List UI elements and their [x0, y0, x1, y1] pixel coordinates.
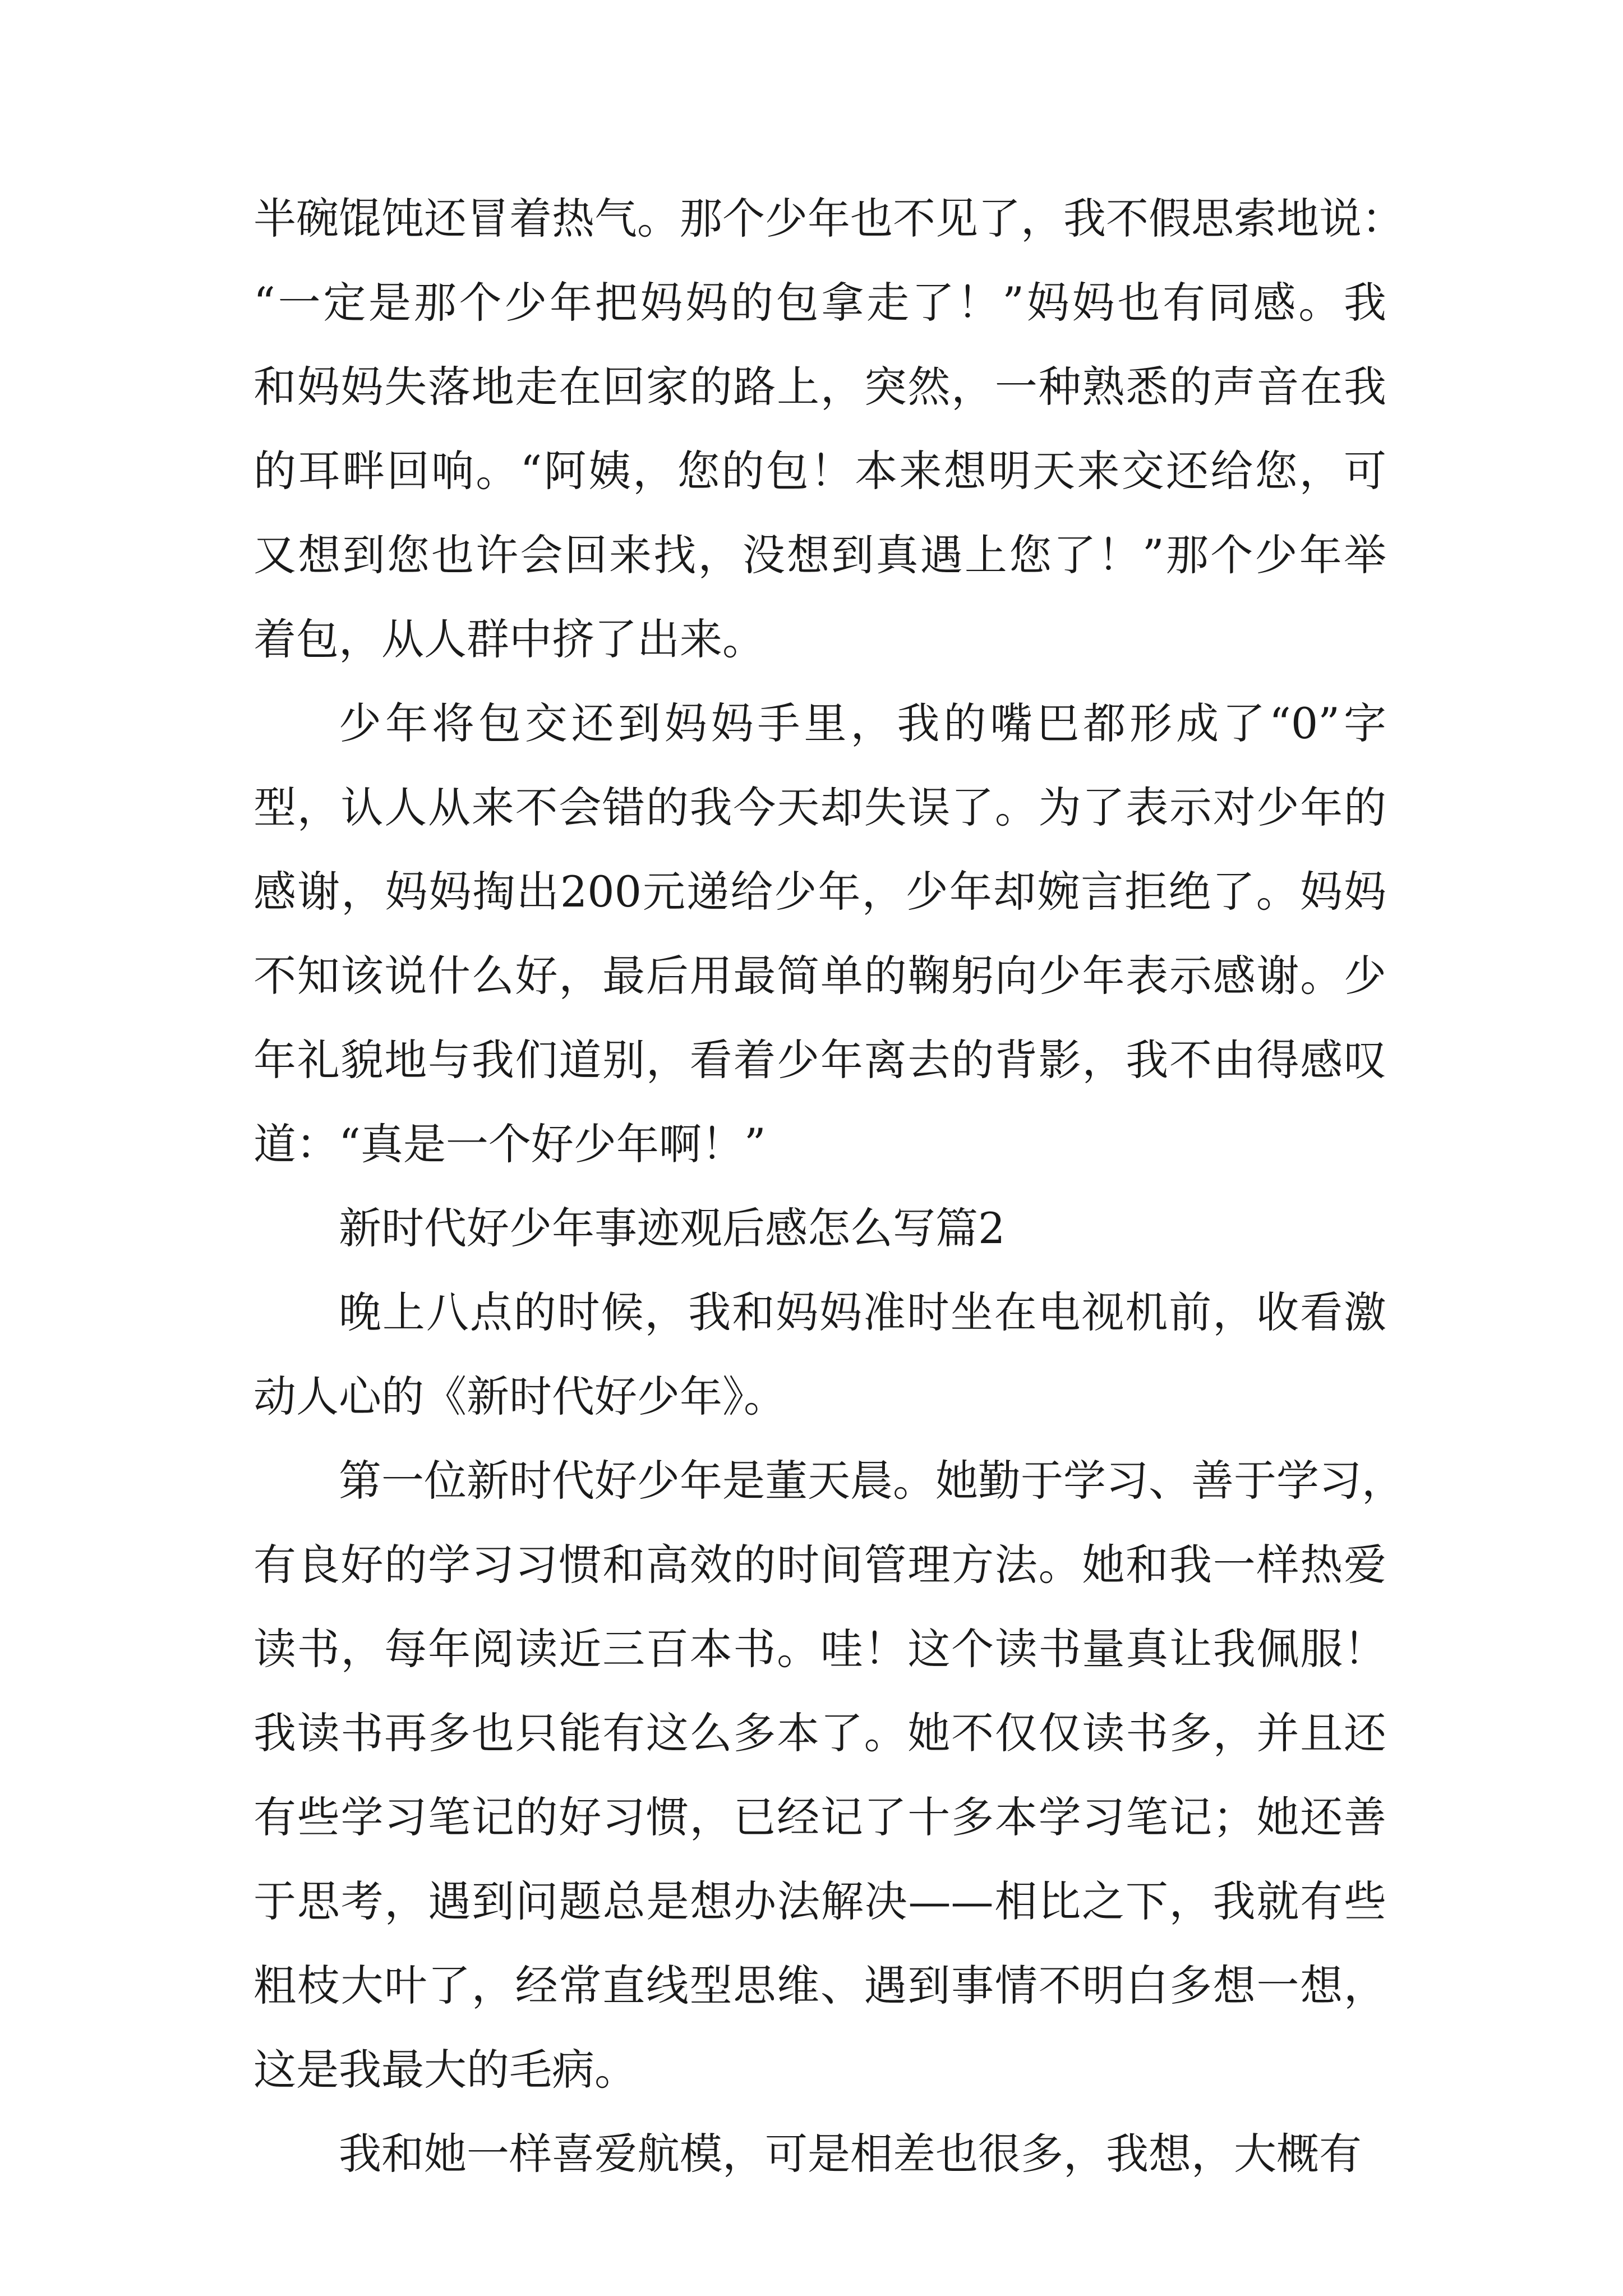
text-line: 有些学习笔记的好习惯，已经记了十多本学习笔记；她还善 — [253, 1792, 1386, 1842]
text-line: 和妈妈失落地走在回家的路上，突然，一种熟悉的声音在我 — [253, 362, 1386, 412]
text-line: 感谢，妈妈掏出200元递给少年，少年却婉言拒绝了。妈妈 — [253, 867, 1386, 917]
text-line: 型，认人从来不会错的我今天却失误了。为了表示对少年的 — [253, 783, 1386, 832]
section-heading: 新时代好少年事迹观后感怎么写篇2 — [339, 1203, 1006, 1253]
text-line: 于思考，遇到问题总是想办法解决——相比之下，我就有些 — [253, 1876, 1386, 1926]
text-line: 有良好的学习习惯和高效的时间管理方法。她和我一样热爱 — [253, 1540, 1386, 1590]
text-line: 又想到您也许会回来找，没想到真遇上您了！”那个少年举 — [253, 530, 1386, 580]
text-line: 着包，从人群中挤了出来。 — [253, 614, 765, 664]
text-line: 半碗馄饨还冒着热气。那个少年也不见了，我不假思索地说： — [253, 194, 1404, 243]
text-line: 读书，每年阅读近三百本书。哇！这个读书量真让我佩服！ — [253, 1624, 1386, 1674]
text-line: 不知该说什么好，最后用最简单的鞠躬向少年表示感谢。少 — [253, 951, 1386, 1001]
text-line: 动人心的《新时代好少年》。 — [253, 1372, 786, 1421]
text-line: 粗枝大叶了，经常直线型思维、遇到事情不明白多想一想， — [253, 1961, 1386, 2010]
text-line: “一定是那个少年把妈妈的包拿走了！”妈妈也有同感。我 — [253, 278, 1386, 328]
paragraph-first-line: 我和她一样喜爱航模，可是相差也很多，我想，大概有 — [339, 2129, 1362, 2179]
text-line: 道：“真是一个好少年啊！” — [253, 1119, 766, 1169]
text-line: 的耳畔回响。“阿姨，您的包！本来想明天来交还给您，可 — [253, 446, 1386, 496]
paragraph-first-line: 少年将包交还到妈妈手里，我的嘴巴都形成了“0”字 — [339, 698, 1386, 748]
text-line: 我读书再多也只能有这么多本了。她不仅仅读书多，并且还 — [253, 1708, 1386, 1758]
paragraph-first-line: 晚上八点的时候，我和妈妈准时坐在电视机前，收看激 — [339, 1287, 1386, 1337]
text-line: 这是我最大的毛病。 — [253, 2045, 637, 2095]
paragraph-first-line: 第一位新时代好少年是董天晨。她勤于学习、善于学习， — [339, 1456, 1404, 1506]
text-line: 年礼貌地与我们道别，看着少年离去的背影，我不由得感叹 — [253, 1035, 1386, 1085]
